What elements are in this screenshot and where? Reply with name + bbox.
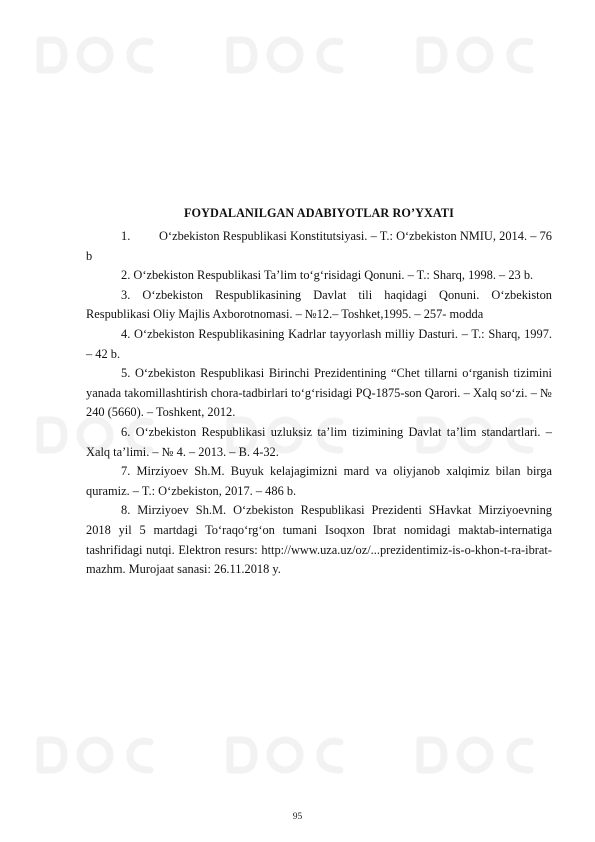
reference-item: 2. O‘zbekiston Respublikasi Ta’lim to‘g‘risidagi Qonuni. – T.: Sharq, 1998. – 23 b. [121, 268, 534, 283]
reference-item: 6. O‘zbekiston Respublikasi uzluksiz ta’lim tizimining Davlat ta’lim standartlari. – Xalq ta’limi. – № 4. – 2013. – B. 4-32. [86, 424, 552, 459]
reference-number: 1. [121, 229, 131, 243]
reference-item: 4. O‘zbekiston Respublikasining Kadrlar tayyorlash milliy Dasturi. – T.: Sharq, 1997. – 42 b. [86, 326, 552, 361]
reference-item [86, 227, 552, 266]
references-heading: FOYDALANILGAN ADABIYOTLAR RO’YXATI [184, 206, 454, 220]
reference-text: O‘zbekiston Respublikasi Konstitutsiyasi. – T.: O‘zbekiston NMIU, 2014. – 76 b [86, 229, 552, 263]
references-section [86, 204, 552, 580]
reference-item: 5. O‘zbekiston Respublikasi Birinchi Prezidentining “Chet tillarni o‘rganish tizimini yanada takomillashtirish chora-tadbirlari to‘g‘risidagi PQ-1875-son Qarori. – Xalq so‘zi. – № 240 (5660). – Toshkent, 2012. [86, 366, 552, 420]
reference-item: 8. Mirziyoev Sh.M. O‘zbekiston Respublikasi Prezidenti SHavkat Mirziyoevning 2018 yil 5 martdagi To‘raqo‘rg‘on tumani Isoqxon Ibrat nomidagi maktab-internatiga tashrifidagi nutqi. Elektron resurs: http://www.uza.uz/oz/...prezidentimiz-is-o-khon-t-ra-ibrat-mazhm. Murojaat sanasi: 26.11.2018 y. [86, 503, 552, 577]
reference-item: 7. Mirziyoev Sh.M. Buyuk kelajagimizni mard va oliyjanob xalqimiz bilan birga quramiz. – T.: O‘zbekiston, 2017. – 486 b. [86, 464, 552, 498]
page-number: 95 [292, 812, 303, 822]
reference-item: 3. O‘zbekiston Respublikasining Davlat tili haqidagi Qonuni. O‘zbekiston Respublikasi Oliy Majlis Axborotnomasi. – №12.– Toshket,1995. – 257- modda [86, 287, 552, 322]
